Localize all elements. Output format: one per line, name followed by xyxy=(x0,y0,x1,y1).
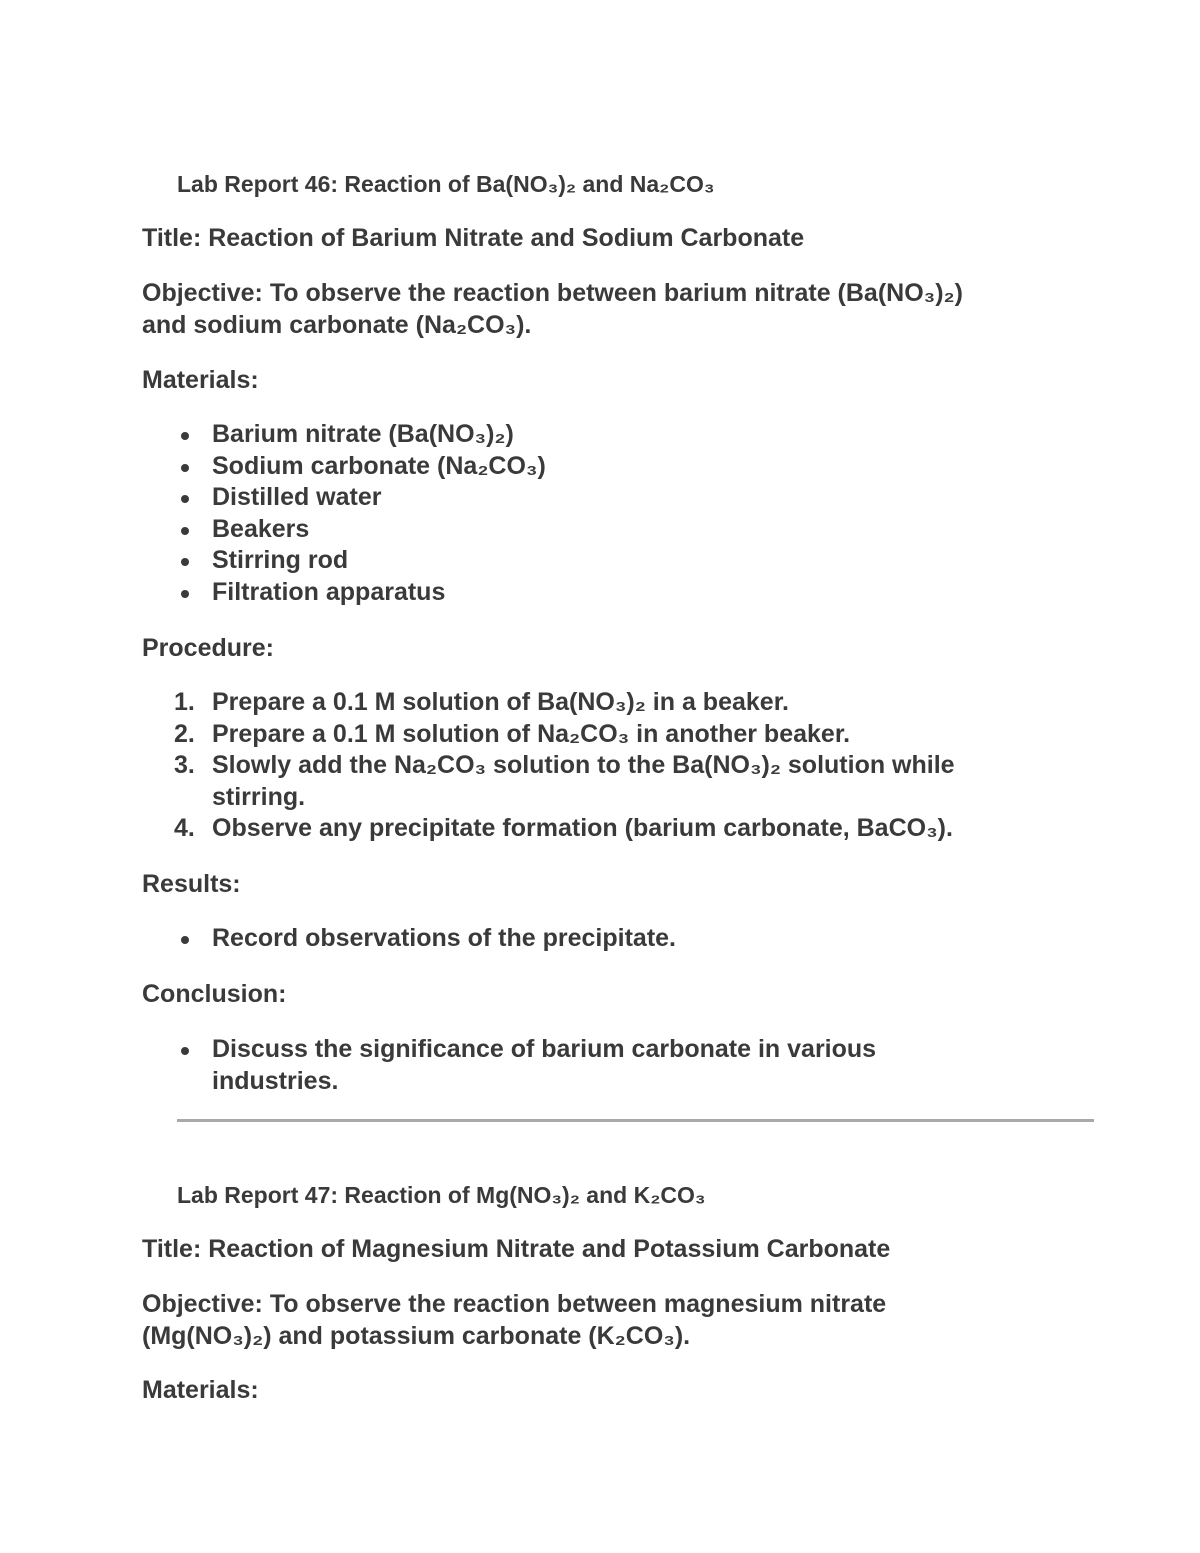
report-46-materials-label: Materials: xyxy=(142,366,259,394)
report-47-objective: Objective: To observe the reaction between magnesium nitrate (Mg(NO₃)₂) and potassium carbonate (K₂CO₃). xyxy=(142,1290,887,1350)
list-item: Record observations of the precipitate. xyxy=(142,923,1102,955)
list-item: Barium nitrate (Ba(NO₃)₂) xyxy=(142,419,1102,451)
step-number: 4. xyxy=(174,814,195,842)
bullet-icon xyxy=(181,432,189,440)
report-46-objective: Objective: To observe the reaction between barium nitrate (Ba(NO₃)₂) and sodium carbonate (Na₂CO₃). xyxy=(142,279,963,339)
report-47-heading: Lab Report 47: Reaction of Mg(NO₃)₂ and K₂CO₃ xyxy=(177,1182,706,1208)
report-46-heading: Lab Report 46: Reaction of Ba(NO₃)₂ and Na₂CO₃ xyxy=(177,171,715,197)
list-item: Beakers xyxy=(142,514,1102,546)
report-46-results-list xyxy=(142,923,1102,955)
bullet-icon xyxy=(181,464,189,472)
step-number: 2. xyxy=(174,719,195,748)
report-47-title: Title: Reaction of Magnesium Nitrate and Potassium Carbonate xyxy=(142,1235,891,1263)
report-46-conclusion-label: Conclusion: xyxy=(142,980,287,1008)
list-item: 4. Observe any precipitate formation (barium carbonate, BaCO₃). xyxy=(142,813,1102,845)
list-item: Discuss the significance of barium carbonate in various industries. xyxy=(142,1034,1102,1097)
list-item: Sodium carbonate (Na₂CO₃) xyxy=(142,451,1102,483)
list-item: 1. Prepare a 0.1 M solution of Ba(NO₃)₂ in a beaker. xyxy=(142,687,1102,719)
report-46-title: Title: Reaction of Barium Nitrate and Sodium Carbonate xyxy=(142,224,805,252)
section-divider xyxy=(177,1119,1094,1122)
bullet-icon xyxy=(181,1047,189,1055)
bullet-icon xyxy=(181,558,189,566)
list-item: 2. Prepare a 0.1 M solution of Na₂CO₃ in another beaker. xyxy=(142,719,1102,751)
bullet-icon xyxy=(181,936,189,944)
list-item: Stirring rod xyxy=(142,545,1102,577)
step-number: 1. xyxy=(174,688,195,716)
bullet-icon xyxy=(181,527,189,535)
report-46-procedure-list xyxy=(142,687,1102,845)
report-46-materials-list xyxy=(142,419,1102,608)
bullet-icon xyxy=(181,590,189,598)
report-46-procedure-label: Procedure: xyxy=(142,634,274,662)
report-46-conclusion-list xyxy=(142,1034,1102,1097)
report-46-results-label: Results: xyxy=(142,870,241,898)
report-47-materials-label: Materials: xyxy=(142,1376,259,1404)
list-item: Filtration apparatus xyxy=(142,577,1102,609)
step-number: 3. xyxy=(174,751,195,779)
list-item: Distilled water xyxy=(142,482,1102,514)
bullet-icon xyxy=(181,495,189,503)
list-item: 3. Slowly add the Na₂CO₃ solution to the Ba(NO₃)₂ solution while stirring. xyxy=(174,751,955,811)
